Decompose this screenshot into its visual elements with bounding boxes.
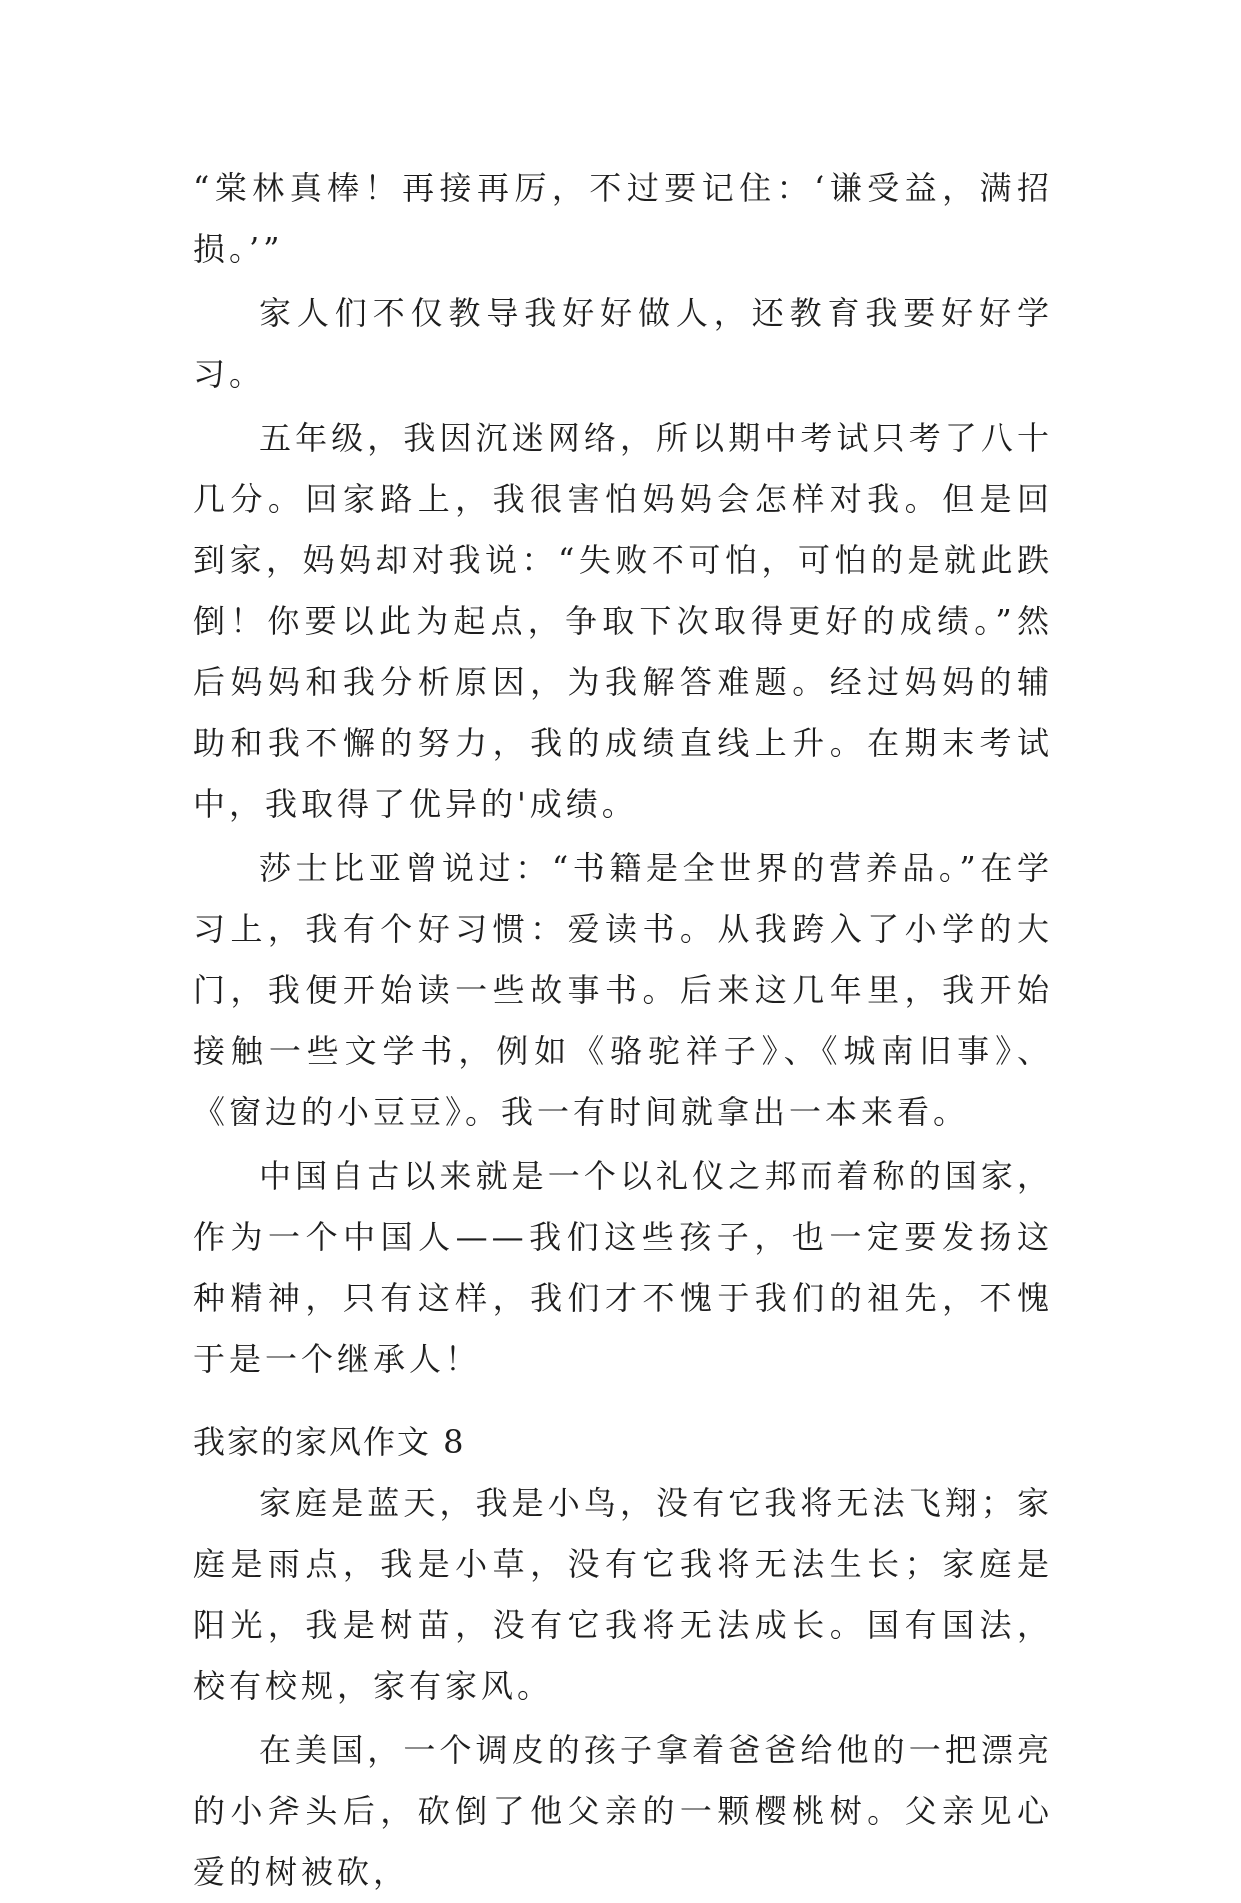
section-heading: 我家的家风作文 8 xyxy=(193,1423,466,1461)
paragraph-family-sky: 家庭是蓝天，我是小鸟，没有它我将无法飞翔；家庭是雨点，我是小草，没有它我将无法生长；家庭是阳光，我是树苗，没有它我将无法成长。国有国法，校有校规，家有家风。 xyxy=(193,1484,1053,1705)
paragraph-cherry-tree: 在美国，一个调皮的孩子拿着爸爸给他的一把漂亮的小斧头后，砍倒了他父亲的一颗樱桃树。父亲见心爱的树被砍， xyxy=(193,1731,1053,1891)
paragraph-fifth-grade: 五年级，我因沉迷网络，所以期中考试只考了八十几分。回家路上，我很害怕妈妈会怎样对我。但是回到家，妈妈却对我说：“失败不可怕，可怕的是就此跌倒！你要以此为起点，争取下次取得更好的成绩。”然后妈妈和我分析原因，为我解答难题。经过妈妈的辅助和我不懈的努力，我的成绩直线上升。在期末考试中，我取得了优异的'成绩。 xyxy=(193,419,1053,823)
paragraph-family-teaching: 家人们不仅教导我好好做人，还教育我要好好学习。 xyxy=(193,294,1053,393)
paragraph-quote-praise: “棠林真棒！再接再厉，不过要记住：‘谦受益，满招损。’” xyxy=(193,169,1053,268)
paragraph-reading-habit: 莎士比亚曾说过：“书籍是全世界的营养品。”在学习上，我有个好习惯：爱读书。从我跨入了小学的大门，我便开始读一些故事书。后来这几年里，我开始接触一些文学书，例如《骆驼祥子》、《城南旧事》、《窗边的小豆豆》。我一有时间就拿出一本来看。 xyxy=(193,849,1053,1131)
document-body xyxy=(193,158,1053,1903)
paragraph-etiquette: 中国自古以来就是一个以礼仪之邦而着称的国家，作为一个中国人——我们这些孩子，也一定要发扬这种精神，只有这样，我们才不愧于我们的祖先，不愧于是一个继承人！ xyxy=(193,1157,1053,1378)
